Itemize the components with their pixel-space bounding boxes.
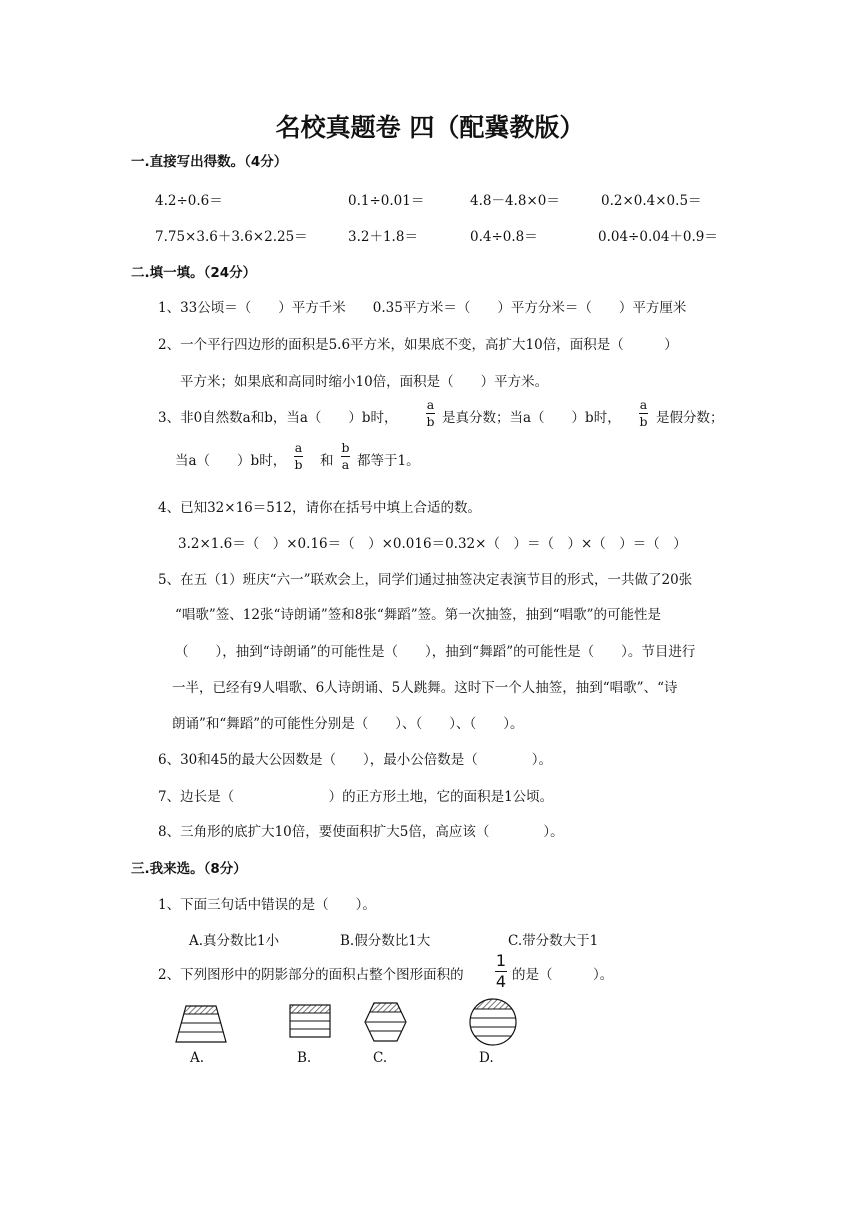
shape-figures xyxy=(170,998,570,1050)
figure-a-trapezoid xyxy=(176,1006,226,1042)
question-2-8: 8、三角形的底扩大10倍，要使面积扩大5倍，高应该（ ）。 xyxy=(158,824,564,840)
figure-label-d: D. xyxy=(479,1050,494,1066)
fraction-a-over-b: a b xyxy=(426,397,435,429)
question-2-5-line: “唱歌”签、12张“诗朗诵”签和8张“舞蹈”签。第一次抽签，抽到“唱歌”的可能性是 xyxy=(175,607,661,623)
figure-c-hexagon xyxy=(360,1003,410,1041)
figure-label-c: C. xyxy=(373,1050,388,1066)
question-2-5-line: 朗诵”和“舞蹈”的可能性分别是（ ）、（ ）、（ ）。 xyxy=(172,716,524,732)
question-2-5-line: 一半，已经有9人唱歌、6人诗朗诵、5人跳舞。这时下一个人抽签，抽到“唱歌”、“诗 xyxy=(172,680,678,696)
calc-item: 7.75×3.6＋3.6×2.25＝ xyxy=(155,229,308,245)
calc-item: 0.4÷0.8＝ xyxy=(470,229,538,245)
question-2-5: 5、在五（1）班庆“六一”联欢会上，同学们通过抽签决定表演节目的形式，一共做了20张 xyxy=(158,572,693,588)
question-2-4-equation: 3.2×1.6＝（ ）×0.16＝（ ）×0.016＝0.32×（ ）＝（ ）×（ ）＝（ ） xyxy=(178,536,687,552)
section-3-heading: 三.我来选。（8分） xyxy=(131,861,247,877)
figure-label-a: A. xyxy=(190,1050,205,1066)
calc-item: 0.1÷0.01＝ xyxy=(348,193,425,209)
question-3-1: 1、下面三句话中错误的是（ ）。 xyxy=(158,897,376,913)
figure-d-circle xyxy=(468,998,518,1045)
option-a: A.真分数比1小 xyxy=(189,933,280,949)
fraction-one-quarter: 1 4 xyxy=(495,951,507,991)
figure-label-b: B. xyxy=(297,1050,312,1066)
question-2-5-line: （ ），抽到“诗朗诵”的可能性是（ ），抽到“舞蹈”的可能性是（ ）。节目进行 xyxy=(175,644,696,660)
question-2-3: 3、非0自然数a和b，当a（ ）b时， xyxy=(158,410,398,426)
figure-b-rectangle xyxy=(290,1005,330,1037)
section-1-heading: 一.直接写出得数。（4分） xyxy=(131,154,288,170)
question-3-2-text: 的是（ ）。 xyxy=(512,967,614,983)
question-3-2: 2、下列图形中的阴影部分的面积占整个图形面积的 xyxy=(158,967,464,983)
fraction-a-over-b: a b xyxy=(639,397,648,429)
fraction-b-over-a: b a xyxy=(341,440,350,472)
calc-item: 4.2÷0.6＝ xyxy=(155,193,223,209)
question-2-4: 4、已知32×16＝512，请你在括号中填上合适的数。 xyxy=(158,500,482,516)
calc-item: 0.2×0.4×0.5＝ xyxy=(601,193,702,209)
calc-item: 4.8－4.8×0＝ xyxy=(470,193,560,209)
and-text: 和 xyxy=(320,453,334,469)
calc-item: 0.04÷0.04＋0.9＝ xyxy=(598,229,718,245)
question-2-3-text: 是真分数；当a（ ）b时， xyxy=(442,410,621,426)
fraction-a-over-b: a b xyxy=(294,440,303,472)
question-2-3-text: 是假分数； xyxy=(656,410,724,426)
question-2-2-cont: 平方米；如果底和高同时缩小10倍，面积是（ ）平方米。 xyxy=(180,374,549,390)
question-2-3-text: 都等于1。 xyxy=(357,453,420,469)
option-b: B.假分数比1大 xyxy=(340,933,431,949)
section-2-heading: 二.填一填。（24分） xyxy=(131,265,257,281)
question-2-2: 2、一个平行四边形的面积是5.6平方米，如果底不变，高扩大10倍，面积是（ ） xyxy=(158,337,678,353)
calc-item: 3.2＋1.8＝ xyxy=(348,229,418,245)
question-2-1: 1、33公顷＝（ ）平方千米 0.35平方米＝（ ）平方分米＝（ ）平方厘米 xyxy=(158,300,687,316)
question-2-7: 7、边长是（ ）的正方形土地，它的面积是1公顷。 xyxy=(158,789,554,805)
question-2-3-line2: 当a（ ）b时， xyxy=(175,453,287,469)
option-c: C.带分数大于1 xyxy=(508,933,599,949)
question-2-6: 6、30和45的最大公因数是（ ），最小公倍数是（ ）。 xyxy=(158,752,552,768)
page-title: 名校真题卷 四（配冀教版） xyxy=(275,113,585,142)
